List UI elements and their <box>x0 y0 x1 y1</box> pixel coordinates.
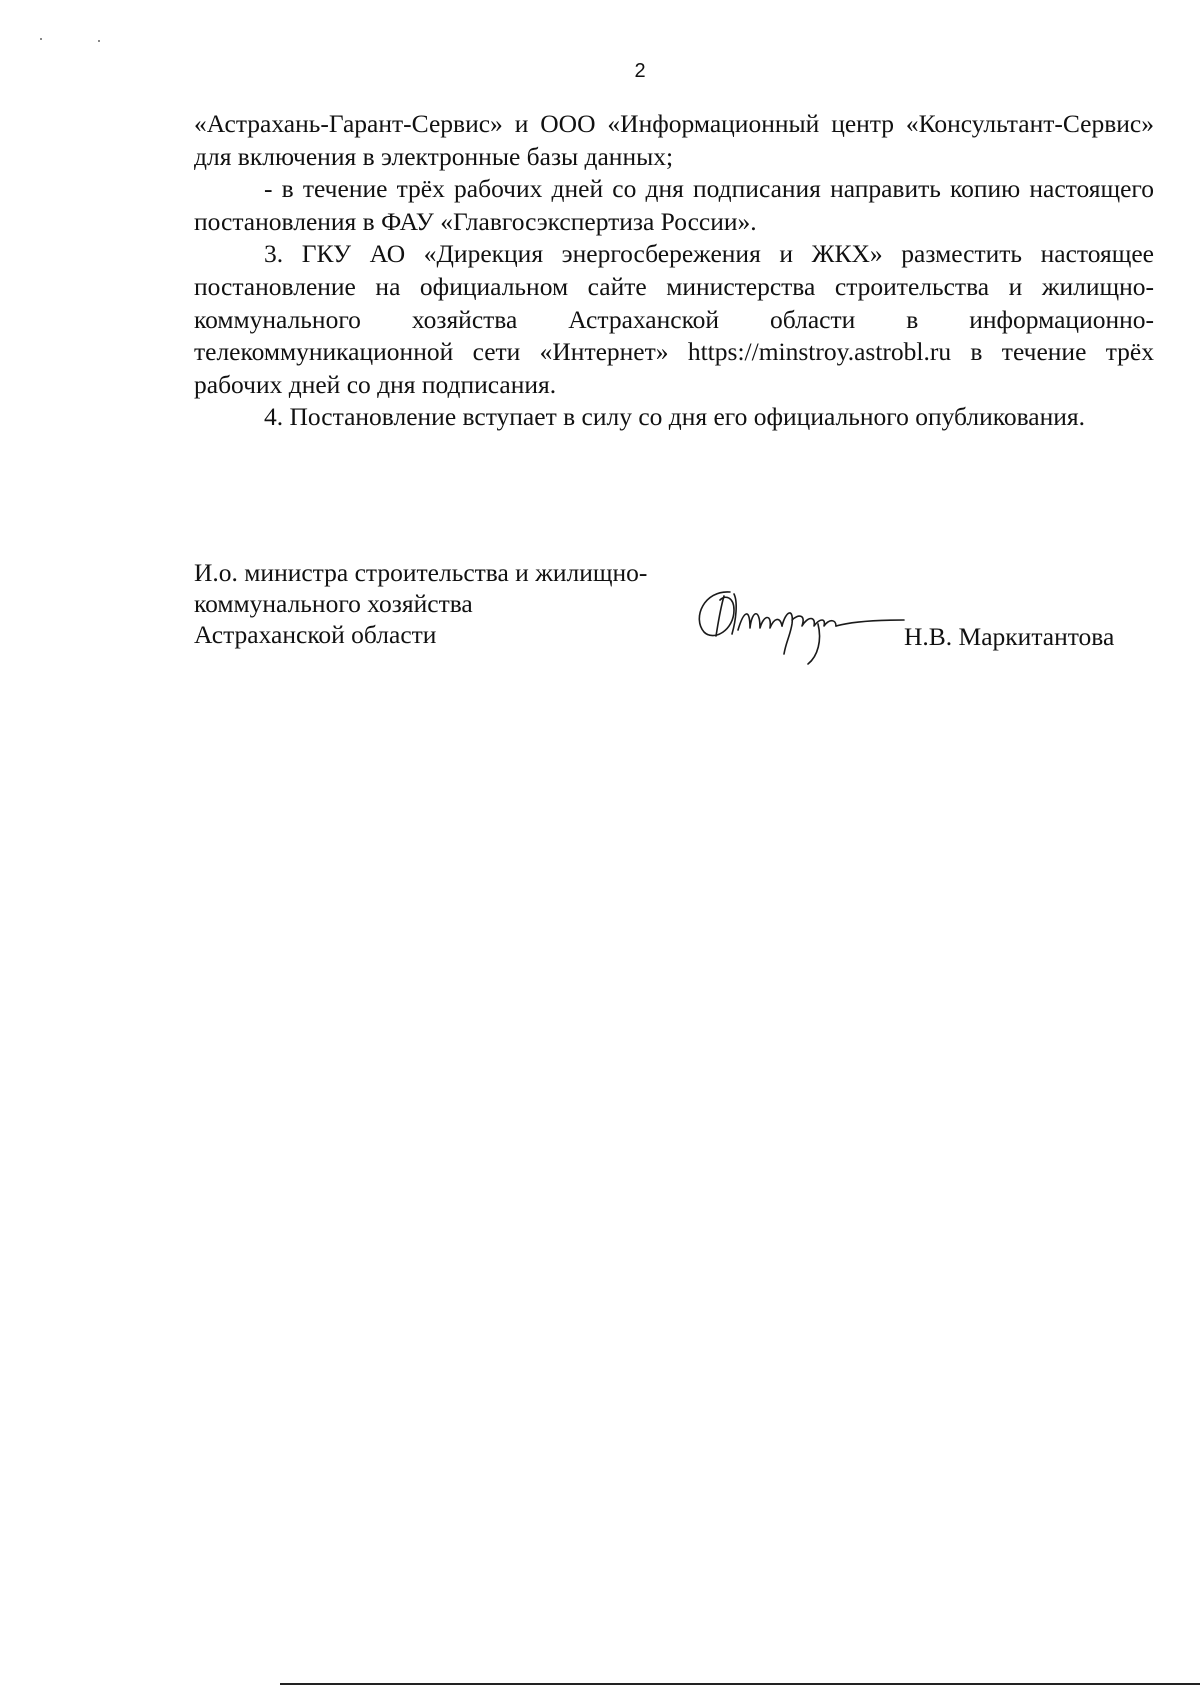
document-body <box>194 108 1154 434</box>
position-line: И.о. министра строительства и жилищно- <box>194 558 648 587</box>
paragraph-copy-instruction: - в течение трёх рабочих дней со дня подписания направить копию настоящего постановления в ФАУ «Главгосэкспертиза России». <box>194 174 1154 236</box>
paragraph-item-4: 4. Постановление вступает в силу со дня его официального опубликования. <box>264 402 1085 432</box>
position-line: коммунального хозяйства <box>194 589 473 618</box>
position-line: Астраханской области <box>194 620 437 649</box>
scan-bottom-edge <box>280 1683 1200 1685</box>
scan-speck <box>40 38 42 40</box>
signer-name: Н.В. Маркитантова <box>904 622 1115 651</box>
handwritten-signature <box>690 580 920 670</box>
scan-speck <box>98 40 100 42</box>
paragraph-continuation: «Астрахань-Гарант-Сервис» и ООО «Информационный центр «Консультант-Сервис» для включения в электронные базы данных; <box>194 109 1154 171</box>
page-number: 2 <box>634 60 646 82</box>
paragraph-item-3: 3. ГКУ АО «Дирекция энергосбережения и ЖКХ» разместить настоящее постановление на официальном сайте министерства строительства и жилищно-коммунального хозяйства Астраханской области в информационно-телекоммуникационной сети «Интернет» https://minstroy.astrobl.ru в течение трёх рабочих дней со дня подписания. <box>194 239 1154 399</box>
signatory-position <box>194 557 647 650</box>
